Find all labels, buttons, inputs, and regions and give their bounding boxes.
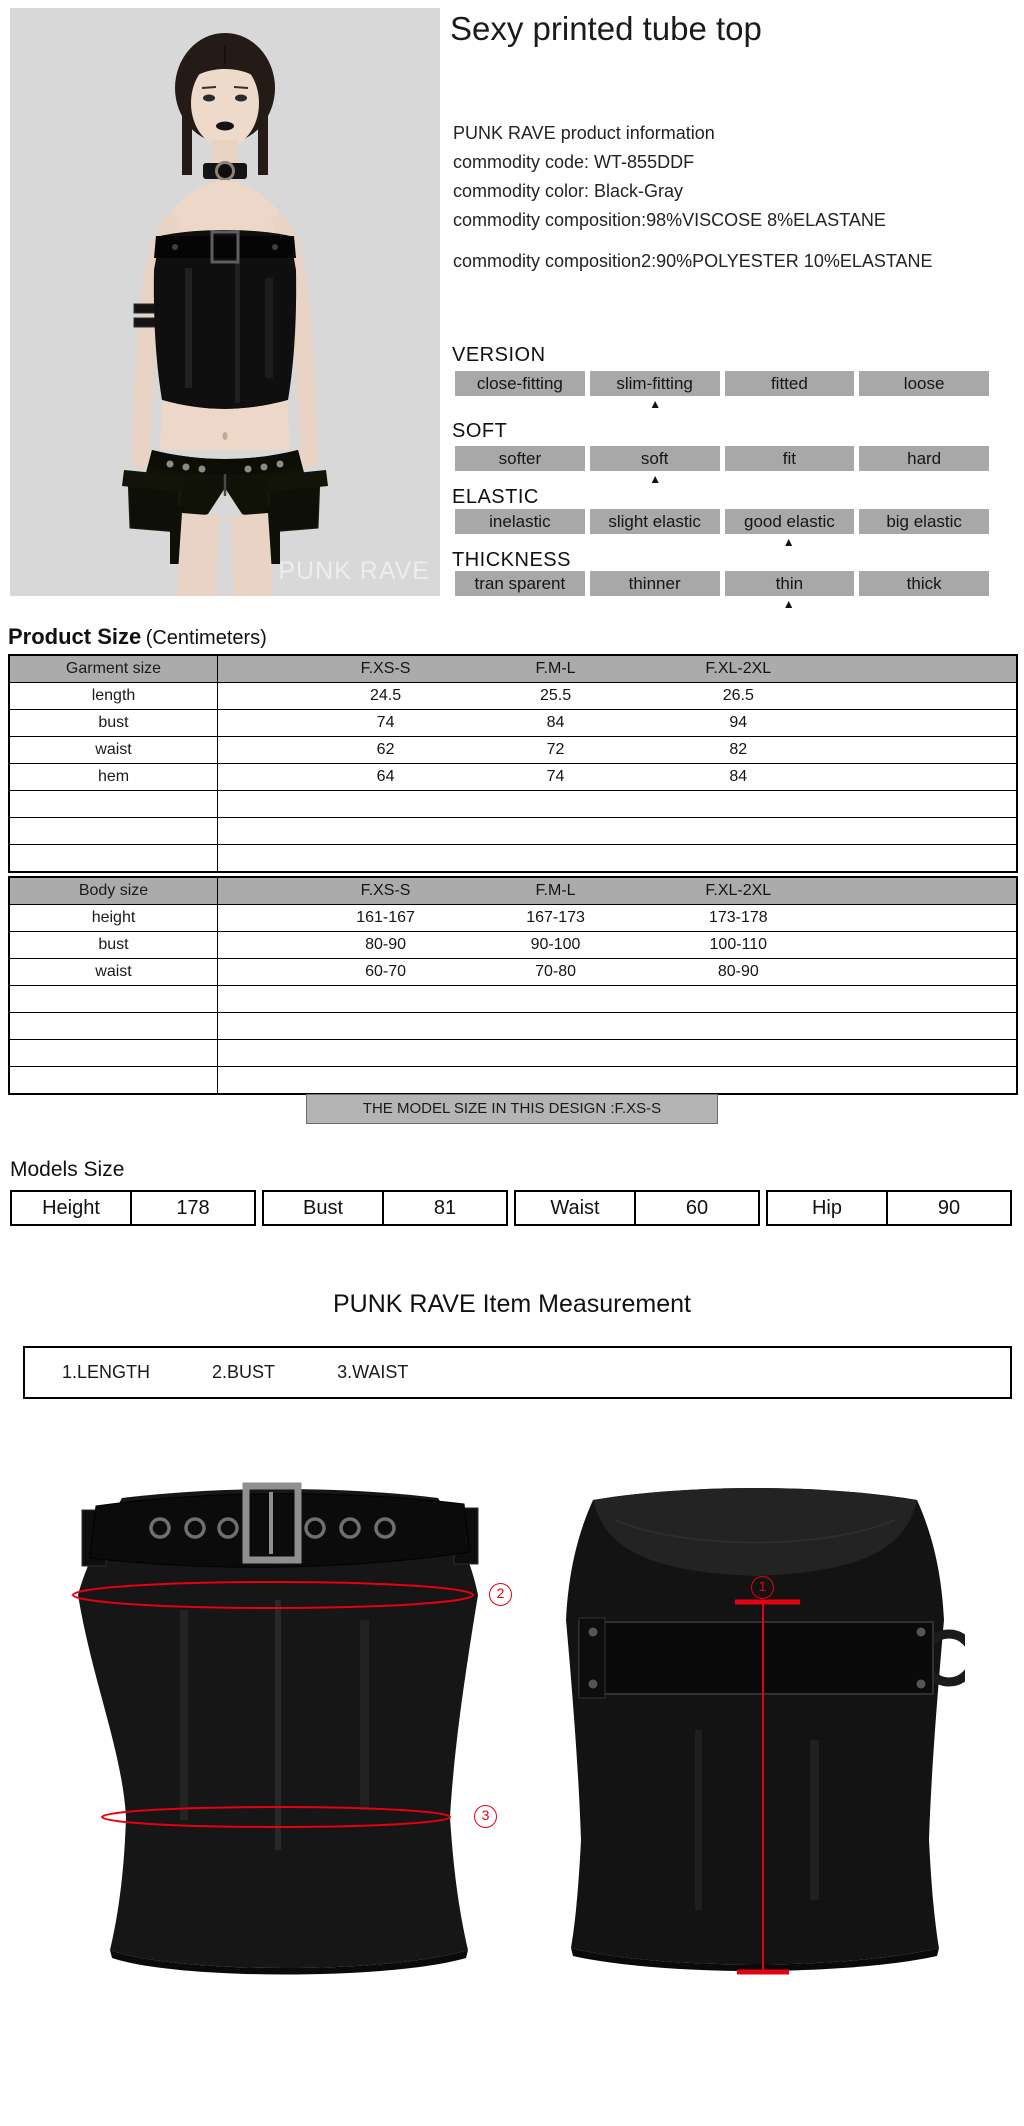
measurement-legend	[23, 1346, 1012, 1399]
product-title: Sexy printed tube top	[450, 10, 762, 47]
attr-soft-scale	[455, 446, 989, 486]
garment-size-table	[8, 654, 1018, 873]
cell-value: 72	[546, 741, 565, 758]
body-size-table	[8, 876, 1018, 1095]
attr-elastic-scale	[455, 509, 989, 549]
table-row	[10, 958, 1016, 985]
table-header-row	[10, 656, 1016, 682]
garment-front-photo	[60, 1480, 500, 1995]
row-label: length	[10, 683, 218, 709]
model-size-value: 178	[176, 1197, 210, 1219]
attr-thickness-label: THICKNESS	[452, 549, 571, 571]
selected-marker-icon: ▲	[782, 535, 795, 549]
models-size-heading: Models Size	[10, 1158, 125, 1181]
size-heading-unit: (Centimeters)	[145, 627, 267, 649]
cell-value: 167-173	[526, 909, 585, 926]
attr-soft-label: SOFT	[452, 420, 508, 442]
product-info-line-1: PUNK RAVE product information	[453, 123, 715, 143]
row-label: waist	[10, 737, 218, 763]
product-info-line-4: commodity composition:98%VISCOSE 8%ELASTANE	[453, 210, 886, 230]
selected-marker-icon: ▲	[649, 397, 662, 411]
table-row	[10, 709, 1016, 736]
size-section-heading	[8, 624, 267, 650]
header-cell: Body size	[10, 878, 218, 904]
cell-value: 90-100	[530, 936, 581, 953]
cell-value: 80-90	[717, 963, 759, 980]
row-label: height	[10, 905, 218, 931]
table-empty-row	[10, 985, 1016, 1012]
model-photo-illustration	[10, 8, 440, 596]
attr-option: thin	[725, 571, 855, 596]
selected-marker-icon: ▲	[649, 472, 662, 486]
product-info-line-5: commodity composition2:90%POLYESTER 10%ELASTANE	[453, 251, 933, 271]
model-size-box-bust	[262, 1190, 508, 1226]
size-heading-main: Product Size	[8, 624, 142, 649]
table-empty-row	[10, 1012, 1016, 1039]
model-size-label: Hip	[768, 1192, 888, 1224]
attr-option: hard	[859, 446, 989, 471]
cell-value: 74	[376, 714, 395, 731]
cell-value: 100-110	[709, 936, 768, 953]
table-row	[10, 931, 1016, 958]
cell-value: 82	[729, 741, 748, 758]
attr-option: softer	[455, 446, 585, 471]
brand-watermark: PUNK RAVE	[278, 557, 430, 585]
cell-value: 84	[729, 768, 748, 785]
attr-option: fit	[725, 446, 855, 471]
header-cell: F.XL-2XL	[705, 882, 772, 899]
header-cell: F.XS-S	[360, 660, 411, 677]
attr-option: big elastic	[859, 509, 989, 534]
model-size-box-hip	[766, 1190, 1012, 1226]
cell-value: 84	[546, 714, 565, 731]
row-label: waist	[10, 959, 218, 985]
cell-value: 62	[376, 741, 395, 758]
model-size-value: 60	[685, 1197, 709, 1219]
selected-marker-icon: ▲	[782, 597, 795, 611]
cell-value: 64	[376, 768, 395, 785]
legend-waist: 3.WAIST	[337, 1362, 409, 1382]
attr-elastic-label: ELASTIC	[452, 486, 539, 508]
garment-back-photo	[545, 1480, 965, 1995]
cell-value: 74	[546, 768, 565, 785]
model-size-label: Bust	[264, 1192, 384, 1224]
row-label: bust	[10, 932, 218, 958]
row-label: hem	[10, 764, 218, 790]
attr-option: loose	[859, 371, 989, 396]
attr-version-scale	[455, 371, 989, 411]
header-cell: F.M-L	[535, 660, 576, 677]
cell-value: 80-90	[365, 936, 407, 953]
legend-bust: 2.BUST	[212, 1362, 276, 1382]
model-size-banner: THE MODEL SIZE IN THIS DESIGN :F.XS-S	[306, 1094, 718, 1124]
annotation-circle-waist: 3	[474, 1805, 497, 1828]
table-empty-row	[10, 1039, 1016, 1066]
cell-value: 173-178	[708, 909, 768, 926]
attr-option: slight elastic	[590, 509, 720, 534]
table-empty-row	[10, 844, 1016, 871]
model-size-box-waist	[514, 1190, 760, 1226]
model-size-label: Waist	[516, 1192, 636, 1224]
attr-thickness-scale	[455, 571, 989, 611]
legend-length: 1.LENGTH	[62, 1362, 151, 1382]
annotation-circle-length: 1	[751, 1576, 774, 1599]
cell-value: 25.5	[539, 687, 572, 704]
table-row	[10, 682, 1016, 709]
row-label: bust	[10, 710, 218, 736]
attr-version-label: VERSION	[452, 344, 546, 366]
annotation-circle-bust: 2	[489, 1583, 512, 1606]
cell-value: 70-80	[535, 963, 577, 980]
model-size-value: 81	[433, 1197, 457, 1219]
model-photo	[10, 8, 440, 596]
attr-option: slim-fitting	[590, 371, 720, 396]
attr-option: tran sparent	[455, 571, 585, 596]
attr-option: close-fitting	[455, 371, 585, 396]
table-row	[10, 736, 1016, 763]
model-size-label: Height	[12, 1192, 132, 1224]
cell-value: 94	[729, 714, 748, 731]
product-info-line-3: commodity color: Black-Gray	[453, 181, 684, 201]
attr-option: thick	[859, 571, 989, 596]
measurement-heading: PUNK RAVE Item Measurement	[333, 1290, 691, 1318]
table-row	[10, 763, 1016, 790]
attr-option: inelastic	[455, 509, 585, 534]
cell-value: 26.5	[722, 687, 754, 704]
attr-option: soft	[590, 446, 720, 471]
cell-value: 161-167	[356, 909, 415, 926]
table-empty-row	[10, 790, 1016, 817]
table-empty-row	[10, 1066, 1016, 1093]
attr-option: thinner	[590, 571, 720, 596]
attr-option: fitted	[725, 371, 855, 396]
product-info-line-2: commodity code: WT-855DDF	[453, 152, 695, 172]
attr-option: good elastic	[725, 509, 855, 534]
model-size-box-height	[10, 1190, 256, 1226]
table-row	[10, 904, 1016, 931]
cell-value: 60-70	[365, 963, 407, 980]
header-cell: Garment size	[10, 656, 218, 682]
cell-value: 24.5	[370, 687, 402, 704]
table-empty-row	[10, 817, 1016, 844]
header-cell: F.XL-2XL	[705, 660, 772, 677]
header-cell: F.XS-S	[360, 882, 411, 899]
header-cell: F.M-L	[535, 882, 576, 899]
model-size-value: 90	[937, 1197, 961, 1219]
table-header-row	[10, 878, 1016, 904]
